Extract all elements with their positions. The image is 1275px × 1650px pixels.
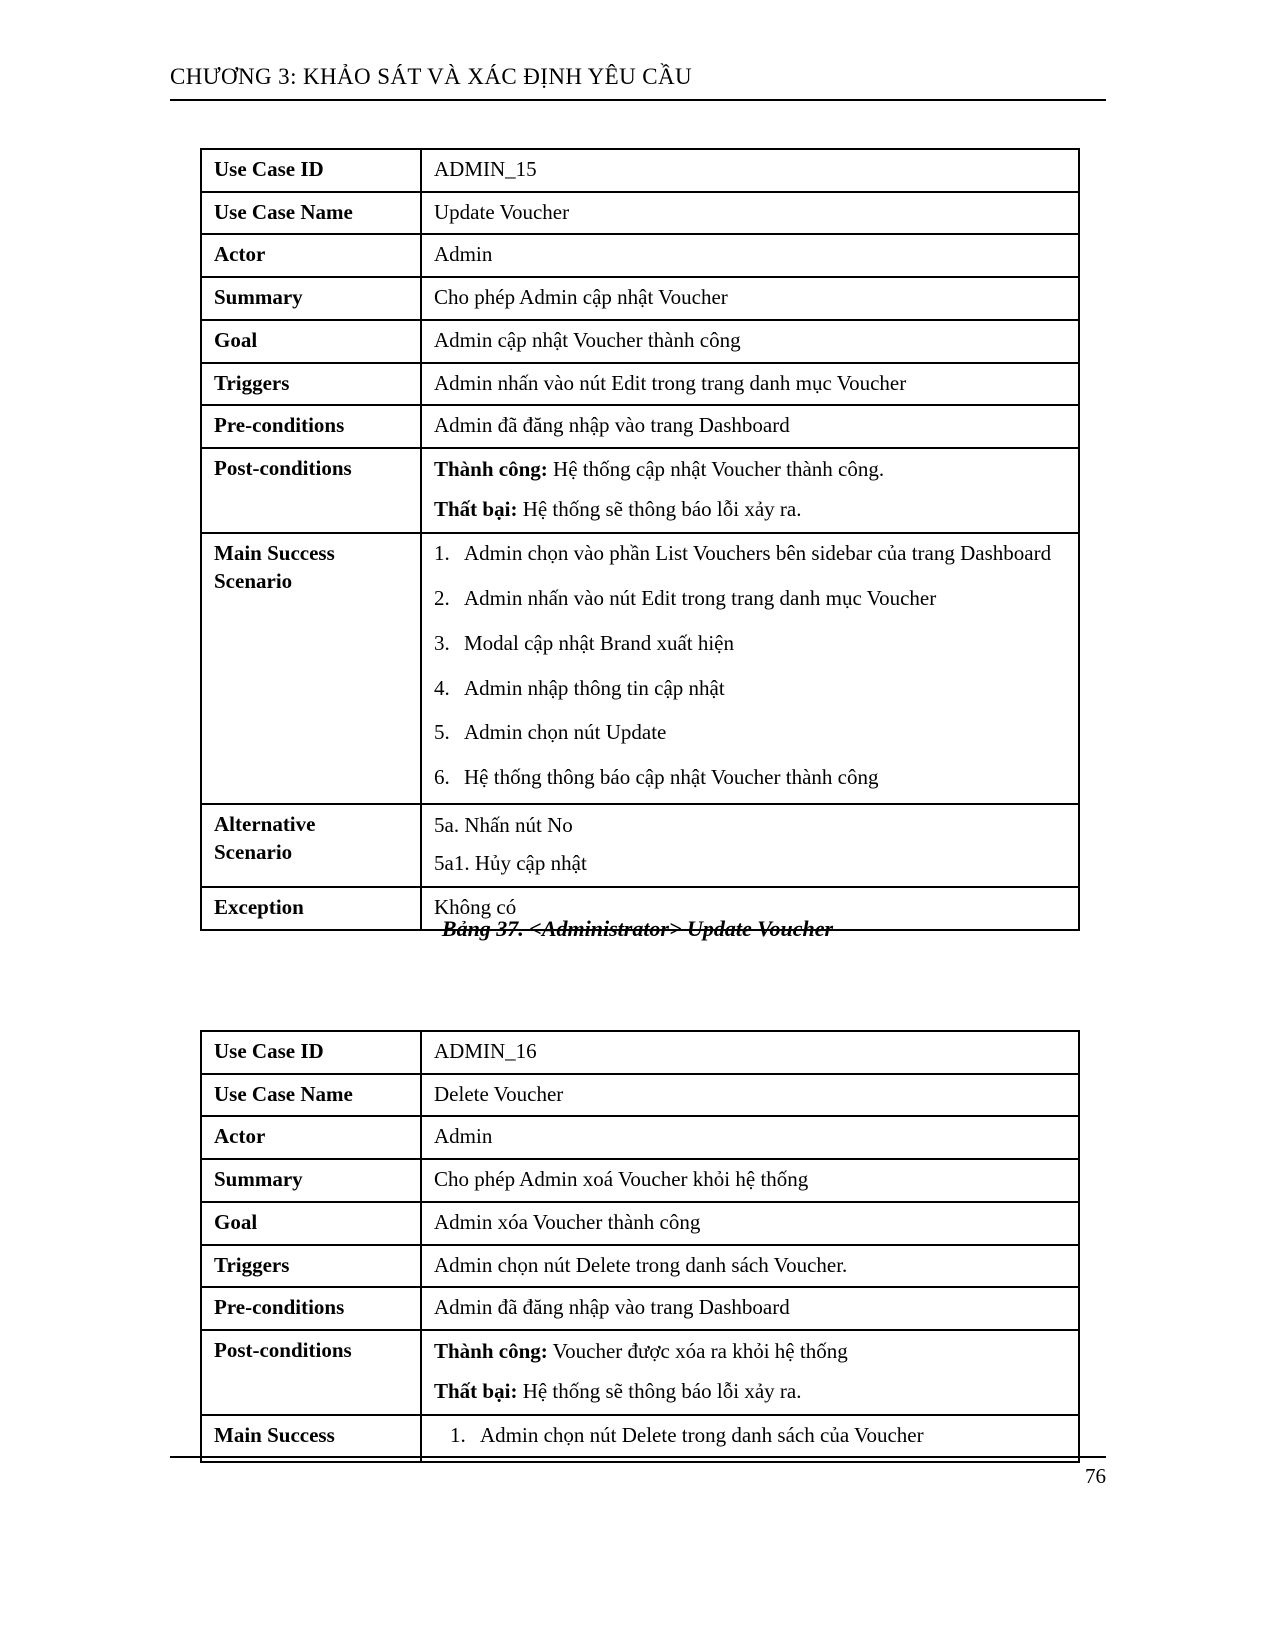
row-label: Use Case ID bbox=[201, 149, 421, 192]
step-text: Admin nhấn vào nút Edit trong trang danh mục Voucher bbox=[464, 586, 937, 611]
row-label: Goal bbox=[201, 1202, 421, 1245]
scenario-step bbox=[434, 540, 1066, 568]
footer-rule bbox=[170, 1456, 1106, 1458]
table-row bbox=[201, 363, 1079, 406]
table-row bbox=[201, 192, 1079, 235]
step-text: Admin chọn nút Delete trong danh sách của Voucher bbox=[480, 1423, 924, 1448]
row-value bbox=[421, 804, 1079, 887]
table-row bbox=[201, 1159, 1079, 1202]
chapter-header bbox=[170, 64, 1106, 101]
table-row bbox=[201, 1287, 1079, 1330]
scenario-step bbox=[434, 719, 1066, 747]
table-row bbox=[201, 320, 1079, 363]
scenario-step bbox=[434, 675, 1066, 703]
row-label: Pre-conditions bbox=[201, 405, 421, 448]
row-label: Summary bbox=[201, 277, 421, 320]
post-condition-success bbox=[434, 1338, 1066, 1366]
post-condition-failure bbox=[434, 1378, 1066, 1406]
row-value: ADMIN_15 bbox=[421, 149, 1079, 192]
row-value bbox=[421, 1330, 1079, 1415]
row-value: Admin cập nhật Voucher thành công bbox=[421, 320, 1079, 363]
row-label: Post-conditions bbox=[201, 1330, 421, 1415]
row-label bbox=[201, 533, 421, 803]
step-text: Hệ thống thông báo cập nhật Voucher thành công bbox=[464, 765, 879, 790]
chapter-title: CHƯƠNG 3: KHẢO SÁT VÀ XÁC ĐỊNH YÊU CẦU bbox=[170, 64, 693, 89]
row-value: Admin đã đăng nhập vào trang Dashboard bbox=[421, 1287, 1079, 1330]
row-value: Admin nhấn vào nút Edit trong trang danh mục Voucher bbox=[421, 363, 1079, 406]
row-label: Goal bbox=[201, 320, 421, 363]
post-condition-failure bbox=[434, 496, 1066, 524]
table-row bbox=[201, 1031, 1079, 1074]
table-row bbox=[201, 1245, 1079, 1288]
post-condition-prefix: Thất bại: bbox=[434, 496, 518, 521]
table-row bbox=[201, 149, 1079, 192]
row-value: Update Voucher bbox=[421, 192, 1079, 235]
table-row-main-success-scenario bbox=[201, 533, 1079, 803]
row-label: Use Case Name bbox=[201, 1074, 421, 1117]
post-condition-prefix: Thành công: bbox=[434, 457, 548, 482]
table-row bbox=[201, 405, 1079, 448]
alternative-step: 5a1. Hủy cập nhật bbox=[434, 850, 587, 875]
post-condition-text: Hệ thống cập nhật Voucher thành công. bbox=[547, 457, 885, 482]
step-number: 1. bbox=[450, 1423, 466, 1448]
use-case-table-update-voucher bbox=[200, 148, 1080, 931]
step-text: Admin chọn vào phần List Vouchers bên sidebar của trang Dashboard bbox=[464, 541, 1052, 566]
scenario-step bbox=[434, 1422, 1066, 1450]
table-row-post-conditions bbox=[201, 448, 1079, 533]
table-row bbox=[201, 277, 1079, 320]
table-row bbox=[201, 234, 1079, 277]
row-label: Exception bbox=[201, 887, 421, 930]
row-label: Summary bbox=[201, 1159, 421, 1202]
row-label: Main Success bbox=[201, 1415, 421, 1462]
post-condition-text: Voucher được xóa ra khỏi hệ thống bbox=[547, 1339, 848, 1364]
step-number: 4. bbox=[434, 675, 450, 700]
post-condition-prefix: Thất bại: bbox=[434, 1378, 518, 1403]
step-number: 3. bbox=[434, 630, 450, 655]
table-row bbox=[201, 1074, 1079, 1117]
row-value: Không có bbox=[421, 887, 1079, 930]
scenario-step bbox=[434, 585, 1066, 613]
step-number: 5. bbox=[434, 720, 450, 745]
row-value: ADMIN_16 bbox=[421, 1031, 1079, 1074]
row-label: Triggers bbox=[201, 1245, 421, 1288]
scenario-step bbox=[434, 764, 1066, 792]
table-row-alternative-scenario bbox=[201, 804, 1079, 887]
step-number: 2. bbox=[434, 586, 450, 611]
row-label-line: Scenario bbox=[214, 569, 293, 594]
step-text: Admin nhập thông tin cập nhật bbox=[464, 675, 725, 700]
post-condition-success bbox=[434, 456, 1066, 484]
row-value bbox=[421, 533, 1079, 803]
step-text: Admin chọn nút Update bbox=[464, 720, 667, 745]
row-label-line: Scenario bbox=[214, 839, 293, 864]
row-value: Cho phép Admin xoá Voucher khỏi hệ thống bbox=[421, 1159, 1079, 1202]
step-number: 1. bbox=[434, 541, 450, 566]
row-label: Use Case ID bbox=[201, 1031, 421, 1074]
post-condition-text: Hệ thống sẽ thông báo lỗi xảy ra. bbox=[517, 496, 802, 521]
row-value: Cho phép Admin cập nhật Voucher bbox=[421, 277, 1079, 320]
row-value bbox=[421, 448, 1079, 533]
row-label-line: Main Success bbox=[214, 541, 335, 566]
row-label: Use Case Name bbox=[201, 192, 421, 235]
post-condition-text: Hệ thống sẽ thông báo lỗi xảy ra. bbox=[517, 1378, 802, 1403]
table-row bbox=[201, 1116, 1079, 1159]
scenario-step bbox=[434, 630, 1066, 658]
row-label: Pre-conditions bbox=[201, 1287, 421, 1330]
table-caption: Bảng 37. <Administrator> Update Voucher bbox=[441, 916, 834, 941]
table-row bbox=[201, 1202, 1079, 1245]
row-value: Delete Voucher bbox=[421, 1074, 1079, 1117]
row-value: Admin bbox=[421, 234, 1079, 277]
use-case-table-delete-voucher bbox=[200, 1030, 1080, 1463]
step-text: Modal cập nhật Brand xuất hiện bbox=[464, 630, 735, 655]
row-label: Triggers bbox=[201, 363, 421, 406]
row-label: Actor bbox=[201, 1116, 421, 1159]
table-row-post-conditions bbox=[201, 1330, 1079, 1415]
row-value: Admin chọn nút Delete trong danh sách Voucher. bbox=[421, 1245, 1079, 1288]
step-number: 6. bbox=[434, 765, 450, 790]
row-value: Admin xóa Voucher thành công bbox=[421, 1202, 1079, 1245]
page-number: 76 bbox=[1085, 1464, 1106, 1488]
post-condition-prefix: Thành công: bbox=[434, 1339, 548, 1364]
row-label: Actor bbox=[201, 234, 421, 277]
row-label bbox=[201, 804, 421, 887]
alternative-step: 5a. Nhấn nút No bbox=[434, 812, 573, 837]
row-label: Post-conditions bbox=[201, 448, 421, 533]
row-value: Admin bbox=[421, 1116, 1079, 1159]
row-label-line: Alternative bbox=[214, 811, 316, 836]
row-value: Admin đã đăng nhập vào trang Dashboard bbox=[421, 405, 1079, 448]
